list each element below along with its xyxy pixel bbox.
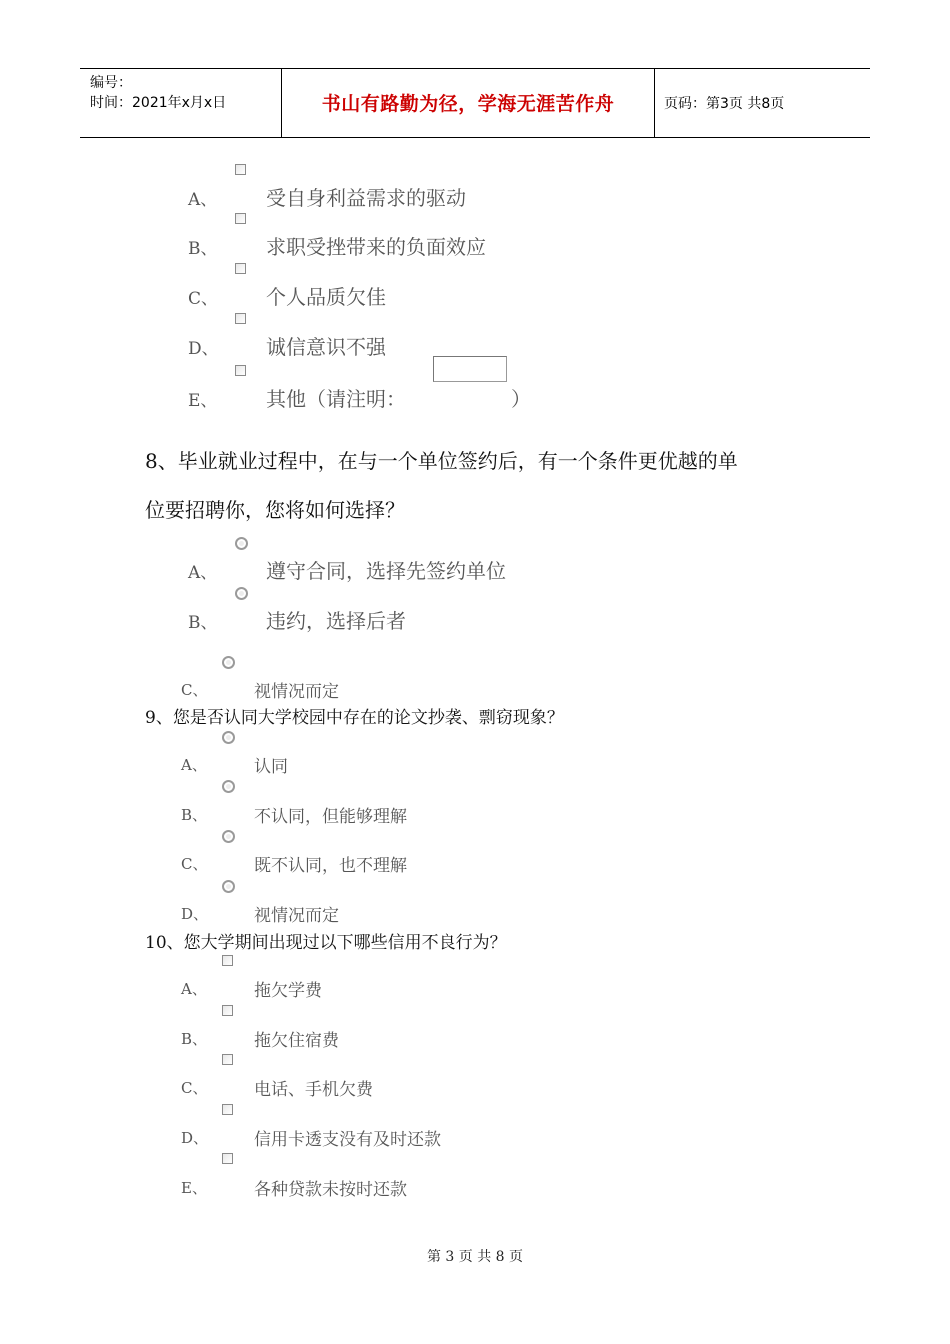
q9-option-b-radio[interactable] [222, 780, 235, 793]
q8-option-a-letter: A、 [188, 563, 218, 583]
q8-option-c-label: 视情况而定 [254, 682, 339, 702]
q8-option-b-radio[interactable] [235, 587, 248, 600]
q7-option-b-checkbox[interactable] [235, 213, 246, 224]
q7-option-a-label: 受自身利益需求的驱动 [266, 186, 466, 210]
q8-title-line1: 8、毕业就业过程中，在与一个单位签约后，有一个条件更优越的单 [145, 449, 738, 473]
q8-option-a-label: 遵守合同，选择先签约单位 [266, 559, 506, 583]
q9-option-b-label: 不认同，但能够理解 [254, 807, 407, 827]
q7-option-b-letter: B、 [188, 239, 218, 259]
q10-option-e-checkbox[interactable] [222, 1153, 233, 1164]
q10-option-d-letter: D、 [181, 1129, 209, 1147]
q7-option-c-letter: C、 [188, 289, 219, 309]
q10-option-c-checkbox[interactable] [222, 1054, 233, 1065]
q10-option-b-label: 拖欠住宿费 [254, 1031, 339, 1051]
q7-option-c-checkbox[interactable] [235, 263, 246, 274]
date-label: 时间：2021年x月x日 [90, 95, 227, 111]
q9-option-a-letter: A、 [181, 756, 207, 774]
q9-option-d-letter: D、 [181, 905, 209, 923]
q7-option-c-label: 个人品质欠佳 [266, 285, 386, 309]
q10-option-e-letter: E、 [181, 1179, 207, 1197]
q9-option-d-label: 视情况而定 [254, 906, 339, 926]
q10-option-b-letter: B、 [181, 1030, 208, 1048]
header-page-info: 页码：第3页 共8页 [664, 96, 785, 112]
q8-option-a-radio[interactable] [235, 537, 248, 550]
q7-option-d-checkbox[interactable] [235, 313, 246, 324]
q10-option-e-label: 各种贷款未按时还款 [254, 1180, 407, 1200]
number-label: 编号： [90, 75, 132, 91]
q9-option-d-radio[interactable] [222, 880, 235, 893]
q7-option-e-letter: E、 [188, 391, 218, 411]
q9-title: 9、您是否认同大学校园中存在的论文抄袭、剽窃现象？ [145, 708, 564, 728]
q10-option-d-label: 信用卡透支没有及时还款 [254, 1130, 441, 1150]
q8-option-c-radio[interactable] [222, 656, 235, 669]
q10-option-a-letter: A、 [181, 980, 207, 998]
q8-option-b-letter: B、 [188, 613, 218, 633]
q10-option-c-letter: C、 [181, 1079, 208, 1097]
q9-option-a-label: 认同 [254, 757, 288, 777]
header-divider [654, 69, 655, 137]
page-header [80, 68, 870, 138]
q10-option-a-label: 拖欠学费 [254, 981, 322, 1001]
q7-option-e-label: 其他（请注明： [266, 387, 406, 411]
q10-option-a-checkbox[interactable] [222, 955, 233, 966]
header-left-cell [90, 73, 226, 113]
page-footer: 第 3 页 共 8 页 [426, 1249, 524, 1265]
q10-option-b-checkbox[interactable] [222, 1005, 233, 1016]
q7-option-e-close: ） [511, 387, 531, 411]
q9-option-a-radio[interactable] [222, 731, 235, 744]
q7-option-a-letter: A、 [188, 190, 218, 210]
q7-other-input[interactable] [433, 356, 507, 382]
q9-option-c-letter: C、 [181, 855, 208, 873]
q8-option-b-label: 违约，选择后者 [266, 609, 406, 633]
header-motto: 书山有路勤为径，学海无涯苦作舟 [321, 93, 615, 115]
q10-option-d-checkbox[interactable] [222, 1104, 233, 1115]
q10-option-c-label: 电话、手机欠费 [254, 1080, 373, 1100]
q9-option-c-label: 既不认同，也不理解 [254, 856, 407, 876]
q9-option-b-letter: B、 [181, 806, 208, 824]
q10-title: 10、您大学期间出现过以下哪些信用不良行为？ [145, 933, 507, 953]
q7-option-d-letter: D、 [188, 339, 219, 359]
q7-option-d-label: 诚信意识不强 [266, 335, 386, 359]
q7-option-a-checkbox[interactable] [235, 164, 246, 175]
q7-option-e-checkbox[interactable] [235, 365, 246, 376]
q8-title-line2: 位要招聘你，您将如何选择？ [145, 498, 405, 522]
q7-option-b-label: 求职受挫带来的负面效应 [266, 235, 486, 259]
q9-option-c-radio[interactable] [222, 830, 235, 843]
q8-option-c-letter: C、 [181, 681, 208, 699]
